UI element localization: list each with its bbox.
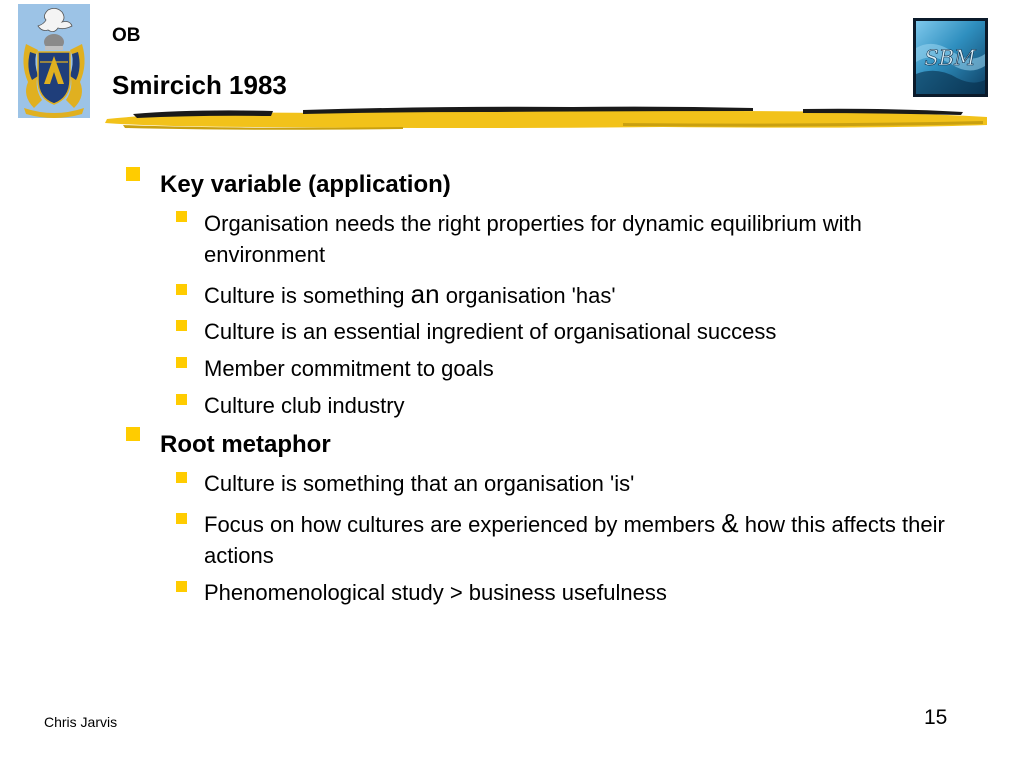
- section-label: OB: [112, 25, 141, 46]
- sub-bullet-item: Organisation needs the right properties for dynamic equilibrium with environment: [204, 211, 862, 267]
- sub-bullet-marker: [176, 211, 187, 222]
- sub-bullet-marker: [176, 472, 187, 483]
- sub-bullet-item: Culture is something an organisation 'has': [204, 279, 616, 309]
- sub-bullet-item: Focus on how cultures are experienced by members & how this affects their actions: [204, 508, 945, 568]
- page-number: 15: [924, 706, 948, 729]
- sub-bullet-marker: [176, 357, 187, 368]
- sub-bullet-marker: [176, 513, 187, 524]
- bullet-marker: [126, 427, 140, 441]
- footer-author: Chris Jarvis: [44, 714, 118, 730]
- sbm-logo-text: SBM: [924, 46, 976, 70]
- bullet-root-metaphor: Root metaphor: [160, 431, 331, 458]
- sub-bullet-marker: [176, 320, 187, 331]
- sub-bullet-item: Phenomenological study > business usefulness: [204, 580, 667, 605]
- sub-bullet-marker: [176, 581, 187, 592]
- sub-bullet-item: Culture club industry: [204, 393, 405, 418]
- sub-bullet-item: Member commitment to goals: [204, 356, 494, 381]
- sub-bullet-marker: [176, 284, 187, 295]
- slide-title: Smircich 1983: [112, 70, 287, 100]
- sub-bullet-item: Culture is an essential ingredient of organisational success: [204, 319, 777, 344]
- sub-bullet-item: Culture is something that an organisation 'is': [204, 471, 635, 496]
- bullet-marker: [126, 167, 140, 181]
- bullet-key-variable: Key variable (application): [160, 171, 451, 198]
- sub-bullet-marker: [176, 394, 187, 405]
